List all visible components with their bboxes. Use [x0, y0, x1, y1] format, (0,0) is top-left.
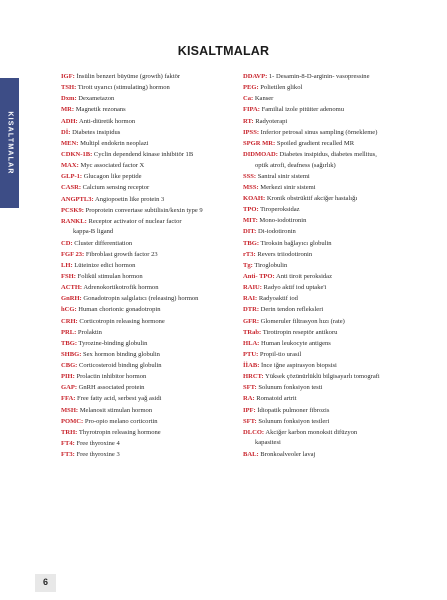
- abbreviation-entry: [61, 261, 229, 272]
- abbreviation-entry: [61, 206, 229, 217]
- abbreviation-definition: Thyrotropin releasing hormone: [77, 428, 161, 436]
- abbreviation-term: CD:: [61, 239, 73, 247]
- abbreviation-definition: GnRH associated protein: [77, 384, 145, 392]
- abbreviation-definition: Melanosit stimulan hormon: [78, 406, 153, 414]
- abbreviation-term: SSS:: [243, 172, 257, 180]
- abbreviation-definition: Prolactin inhibitor hormon: [74, 373, 147, 381]
- abbreviation-entry: [61, 183, 229, 194]
- abbreviation-entry: [61, 239, 229, 250]
- abbreviation-term: CRH:: [61, 317, 78, 325]
- abbreviation-term: GAP:: [61, 384, 77, 392]
- abbreviation-term: GnRH:: [61, 295, 82, 303]
- abbreviation-term: ACTH:: [61, 284, 83, 292]
- abbreviation-term: ADH:: [61, 117, 78, 125]
- abbreviation-definition: Propil-tio urasil: [258, 350, 302, 358]
- abbreviation-definition: Angiopoetin like protein 3: [93, 195, 165, 203]
- abbreviation-definition: Free thyroxine 3: [74, 451, 120, 459]
- abbreviation-entry: [243, 139, 415, 150]
- abbreviation-definition: Di-iodotironin: [256, 228, 296, 236]
- abbreviation-entry: [61, 195, 229, 206]
- section-side-tab: [0, 78, 19, 208]
- abbreviation-term: PRL:: [61, 328, 77, 336]
- abbreviation-definition: Solunum fonksiyon testleri: [256, 417, 330, 425]
- abbreviation-term: ANGPTL3:: [61, 195, 94, 203]
- abbreviation-definition: 1- Desamin-8-D-arginin- vasopressine: [267, 73, 370, 80]
- abbreviation-term: FGF 23:: [61, 250, 85, 258]
- abbreviation-definition: Anti tiroit peroksidaz: [274, 272, 332, 280]
- abbreviation-definition: Merkezi sinir sistemi: [258, 183, 316, 191]
- abbreviation-entry: [61, 150, 229, 161]
- abbreviation-entry: [61, 428, 229, 439]
- abbreviation-entry: [243, 417, 415, 428]
- abbreviation-definition: Solunum fonksiyon testi: [256, 384, 323, 392]
- abbreviation-term: FSH:: [61, 272, 76, 280]
- abbreviation-entry: [243, 339, 415, 350]
- abbreviation-term: SFT:: [243, 417, 257, 425]
- abbreviation-definition: Glomeruler filtrasyon hızı (rate): [259, 317, 345, 325]
- abbreviation-entry: [243, 428, 415, 449]
- abbreviation-entry: [243, 394, 415, 405]
- abbreviation-definition: Tiroit uyarıcı (stimulating) hormon: [76, 84, 170, 92]
- abbreviation-term: CASR:: [61, 184, 82, 192]
- abbreviation-entry: [243, 305, 415, 316]
- abbreviation-term: MIT:: [243, 217, 258, 225]
- abbreviation-definition-continued: kappa-B ligand: [73, 228, 114, 236]
- abbreviation-term: IGF:: [61, 73, 75, 80]
- abbreviation-definition: Lüteinize edici hormon: [72, 261, 136, 269]
- abbreviation-definition: Pro-opio melano corticortin: [83, 417, 158, 425]
- abbreviation-entry: [61, 372, 229, 383]
- abbreviation-term: TBG:: [243, 239, 260, 247]
- abbreviation-entry: [61, 406, 229, 417]
- abbreviation-entry: [243, 117, 415, 128]
- abbreviation-list-right: [243, 72, 415, 460]
- abbreviation-term: IPF:: [243, 406, 256, 414]
- abbreviation-term: SFT:: [243, 384, 257, 392]
- abbreviation-term: PEG:: [243, 84, 259, 92]
- page-title: KISALTMALAR: [177, 44, 270, 58]
- abbreviation-definition: Magnetik rezonans: [74, 106, 126, 114]
- abbreviation-term: DIT:: [243, 228, 257, 236]
- abbreviation-term: Tg:: [243, 261, 253, 269]
- abbreviation-entry: [61, 317, 229, 328]
- abbreviation-definition: Inferior petrosal sinus sampling (örnekleme): [259, 128, 378, 136]
- abbreviation-definition: Tyrozine-binding globulin: [77, 339, 148, 347]
- abbreviation-definition: Diabetes insipidus, diabetes mellitus,: [277, 150, 377, 158]
- abbreviation-term: TPO:: [243, 206, 259, 214]
- abbreviation-term: MSS:: [243, 183, 259, 191]
- abbreviation-term: MR:: [61, 106, 75, 114]
- abbreviation-entry: [61, 83, 229, 94]
- abbreviation-entry: [243, 361, 415, 372]
- abbreviation-definition: Radyoaktif iod: [257, 295, 298, 303]
- abbreviation-term: PTU:: [243, 350, 259, 358]
- abbreviation-definition: Receptor activator of nuclear factor: [86, 217, 182, 225]
- abbreviation-term: MSH:: [61, 406, 79, 414]
- page-number: 6: [42, 577, 48, 587]
- abbreviation-definition: Cyclin dependend kinase inhibitör 1B: [92, 150, 194, 158]
- abbreviation-term: FIPA:: [243, 106, 260, 114]
- abbreviation-entry: [61, 128, 229, 139]
- abbreviation-definition: Corticotropin releasing hormone: [77, 317, 165, 325]
- abbreviation-term: DDAVP:: [243, 73, 268, 80]
- abbreviation-entry: [243, 450, 415, 461]
- abbreviation-term: KOAH:: [243, 194, 266, 202]
- abbreviation-definition: Derin tendon refleksleri: [259, 306, 324, 314]
- abbreviation-definition: Polietilen glikol: [258, 84, 303, 92]
- abbreviation-definition: Free fatty acid, serbest yağ asidi: [75, 395, 162, 403]
- abbreviation-term: Dxm:: [61, 95, 77, 103]
- abbreviation-term: POMC:: [61, 417, 84, 425]
- abbreviation-definition: Tiroksin bağlayıcı globulin: [259, 239, 332, 247]
- abbreviation-entry: [243, 350, 415, 361]
- abbreviation-entry: [243, 83, 415, 94]
- abbreviation-entry: [61, 272, 229, 283]
- abbreviation-entry: [61, 105, 229, 116]
- abbreviation-term: SHBG:: [61, 350, 82, 358]
- abbreviation-entry: [243, 372, 415, 383]
- abbreviation-list-left: [61, 72, 229, 461]
- abbreviation-term: HLA:: [243, 339, 260, 347]
- abbreviation-definition: Radyoterapi: [253, 117, 288, 125]
- abbreviation-entry: [243, 183, 415, 194]
- abbreviation-term: Ca:: [243, 95, 254, 103]
- abbreviation-entry: [243, 128, 415, 139]
- abbreviation-definition: Calcium sensing receptor: [81, 184, 150, 192]
- abbreviation-definition: Human chorionic gonadotropin: [76, 306, 161, 314]
- abbreviation-entry: [61, 450, 229, 461]
- abbreviation-entry: [61, 250, 229, 261]
- abbreviation-term: İİAB:: [243, 362, 260, 370]
- abbreviation-term: RAI:: [243, 295, 258, 303]
- abbreviation-entry: [61, 350, 229, 361]
- abbreviation-entry: [61, 439, 229, 450]
- abbreviation-term: TRab:: [243, 328, 262, 336]
- abbreviation-definition-continued: optik atrofi, deafness (sağırlık): [255, 161, 336, 169]
- abbreviation-term: BAL:: [243, 450, 259, 458]
- abbreviation-entry: [61, 72, 229, 83]
- abbreviation-entry: [243, 72, 415, 83]
- abbreviation-definition: Human leukocyte antigens: [259, 339, 331, 347]
- side-tab-label: KISALTMALAR: [6, 111, 13, 175]
- abbreviation-entry: [61, 417, 229, 428]
- abbreviation-term: Anti- TPO:: [243, 272, 275, 280]
- abbreviation-term: FT3:: [61, 451, 75, 459]
- abbreviation-entry: [61, 305, 229, 316]
- abbreviation-definition: Diabetes insipidus: [70, 128, 121, 136]
- abbreviation-entry: [243, 272, 415, 283]
- abbreviation-entry: [243, 317, 415, 328]
- abbreviation-definition: Proprotein convertase subtilisin/kexin type 9: [83, 206, 203, 214]
- abbreviation-definition: Tirotiropin reseptör antikoru: [261, 328, 338, 336]
- abbreviation-term: TRH:: [61, 428, 78, 436]
- abbreviation-definition: Glucagon like peptide: [82, 173, 142, 181]
- abbreviation-term: Dİ:: [61, 128, 71, 136]
- abbreviation-definition: Corticosteroid binding globulin: [77, 362, 162, 370]
- abbreviation-definition: Multipl endokrin neoplazi: [78, 139, 149, 147]
- abbreviation-term: HRCT:: [243, 373, 264, 381]
- abbreviation-term: RAIU:: [243, 284, 262, 292]
- abbreviation-term: GFR:: [243, 317, 259, 325]
- abbreviation-term: LH:: [61, 261, 73, 269]
- abbreviation-definition: Sex hormon binding globulin: [81, 350, 160, 358]
- abbreviation-definition: Folikül stimulan hormon: [75, 272, 143, 280]
- abbreviation-entry: [61, 328, 229, 339]
- abbreviation-term: DIDMOAD:: [243, 150, 278, 158]
- abbreviation-entry: [243, 294, 415, 305]
- abbreviation-entry: [243, 239, 415, 250]
- abbreviation-entry: [61, 117, 229, 128]
- abbreviation-term: RA:: [243, 395, 255, 403]
- abbreviation-definition: Bronkoalveoler lavaj: [258, 450, 316, 458]
- abbreviation-term: MAX:: [61, 162, 79, 170]
- abbreviation-entry: [243, 227, 415, 238]
- abbreviation-term: FT4:: [61, 440, 75, 448]
- abbreviation-definition: Akciğer karbon monoksit difüzyon: [264, 428, 358, 436]
- abbreviation-entry: [243, 194, 415, 205]
- abbreviation-definition: Familial izole pitüiter adenomu: [259, 106, 344, 114]
- abbreviation-term: hCG:: [61, 306, 77, 314]
- abbreviation-term: DLCO:: [243, 428, 265, 436]
- abbreviation-definition: Dexametazon: [76, 95, 115, 103]
- abbreviation-definition: Romatoid artrit: [254, 395, 297, 403]
- abbreviation-entry: [243, 172, 415, 183]
- abbreviation-term: DTR:: [243, 306, 260, 314]
- abbreviation-entry: [61, 361, 229, 372]
- abbreviation-entry: [61, 383, 229, 394]
- abbreviation-term: SPGR MR:: [243, 139, 276, 147]
- abbreviation-entry: [61, 139, 229, 150]
- abbreviation-entry: [61, 161, 229, 172]
- abbreviation-entry: [243, 261, 415, 272]
- abbreviation-definition: İnsülin benzeri büyüme (growth) faktör: [74, 73, 181, 80]
- abbreviation-definition: Kanser: [253, 95, 274, 103]
- abbreviation-term: PCSK9:: [61, 206, 84, 214]
- abbreviation-entry: [61, 283, 229, 294]
- page-number-box: [35, 574, 56, 592]
- abbreviation-entry: [243, 150, 415, 171]
- abbreviation-definition: Adrenokortikotrofik hormon: [82, 284, 159, 292]
- abbreviation-term: FFA:: [61, 395, 76, 403]
- abbreviation-definition: Spoiled gradient recalled MR: [275, 139, 355, 147]
- abbreviation-definition: Yüksek çözünürlüklü bilgisayarlı tomografi: [263, 373, 380, 381]
- abbreviation-definition: Santral sinir sistemi: [256, 172, 310, 180]
- abbreviation-definition: Cluster differentiation: [72, 239, 133, 247]
- abbreviation-term: TBG:: [61, 339, 78, 347]
- abbreviation-definition: Myc associated factor X: [78, 162, 145, 170]
- abbreviation-term: IPSS:: [243, 128, 260, 136]
- abbreviation-term: RANKL:: [61, 217, 87, 225]
- abbreviation-entry: [243, 216, 415, 227]
- abbreviation-definition: Kronik obstrüktif akciğer hastalığı: [265, 194, 358, 202]
- abbreviation-definition-continued: kapasitesi: [255, 439, 281, 447]
- abbreviation-term: CDKN-1B:: [61, 150, 93, 158]
- abbreviation-entry: [243, 406, 415, 417]
- abbreviation-definition: Anti-diüretik hormon: [77, 117, 136, 125]
- abbreviation-term: GLP-1:: [61, 173, 83, 181]
- abbreviation-definition: İdiopatik pulmoner fibrozis: [255, 406, 330, 414]
- abbreviation-term: PIH:: [61, 373, 75, 381]
- abbreviation-entry: [61, 339, 229, 350]
- abbreviation-definition: Fibroblast growth factor 23: [84, 250, 158, 258]
- abbreviation-definition: İnce iğne aspirasyon biopsisi: [259, 362, 337, 370]
- abbreviation-entry: [61, 217, 229, 238]
- abbreviation-entry: [243, 94, 415, 105]
- abbreviation-term: TSH:: [61, 84, 77, 92]
- abbreviation-term: MEN:: [61, 139, 79, 147]
- abbreviation-entry: [243, 250, 415, 261]
- abbreviation-definition: Prolaktin: [76, 328, 102, 336]
- abbreviation-definition: Tiroperoksidaz: [258, 206, 300, 214]
- abbreviation-entry: [243, 105, 415, 116]
- abbreviation-entry: [61, 394, 229, 405]
- abbreviation-definition: Tiroglobulin: [252, 261, 288, 269]
- abbreviation-entry: [243, 283, 415, 294]
- abbreviation-term: rT3:: [243, 250, 256, 258]
- abbreviation-entry: [243, 328, 415, 339]
- abbreviation-entry: [61, 294, 229, 305]
- abbreviation-term: RT:: [243, 117, 254, 125]
- abbreviation-term: CBG:: [61, 362, 78, 370]
- abbreviation-definition: Gonadotropin salgılatıcı (releasing) hormon: [81, 295, 199, 303]
- abbreviation-definition: Mono-iodotironin: [257, 217, 307, 225]
- abbreviation-entry: [61, 94, 229, 105]
- abbreviation-definition: Revers triiodotironin: [255, 250, 313, 258]
- abbreviation-entry: [243, 205, 415, 216]
- abbreviation-definition: Radyo aktif iod uptake'i: [261, 284, 327, 292]
- abbreviation-entry: [61, 172, 229, 183]
- abbreviation-entry: [243, 383, 415, 394]
- abbreviation-definition: Free thyroxine 4: [74, 440, 120, 448]
